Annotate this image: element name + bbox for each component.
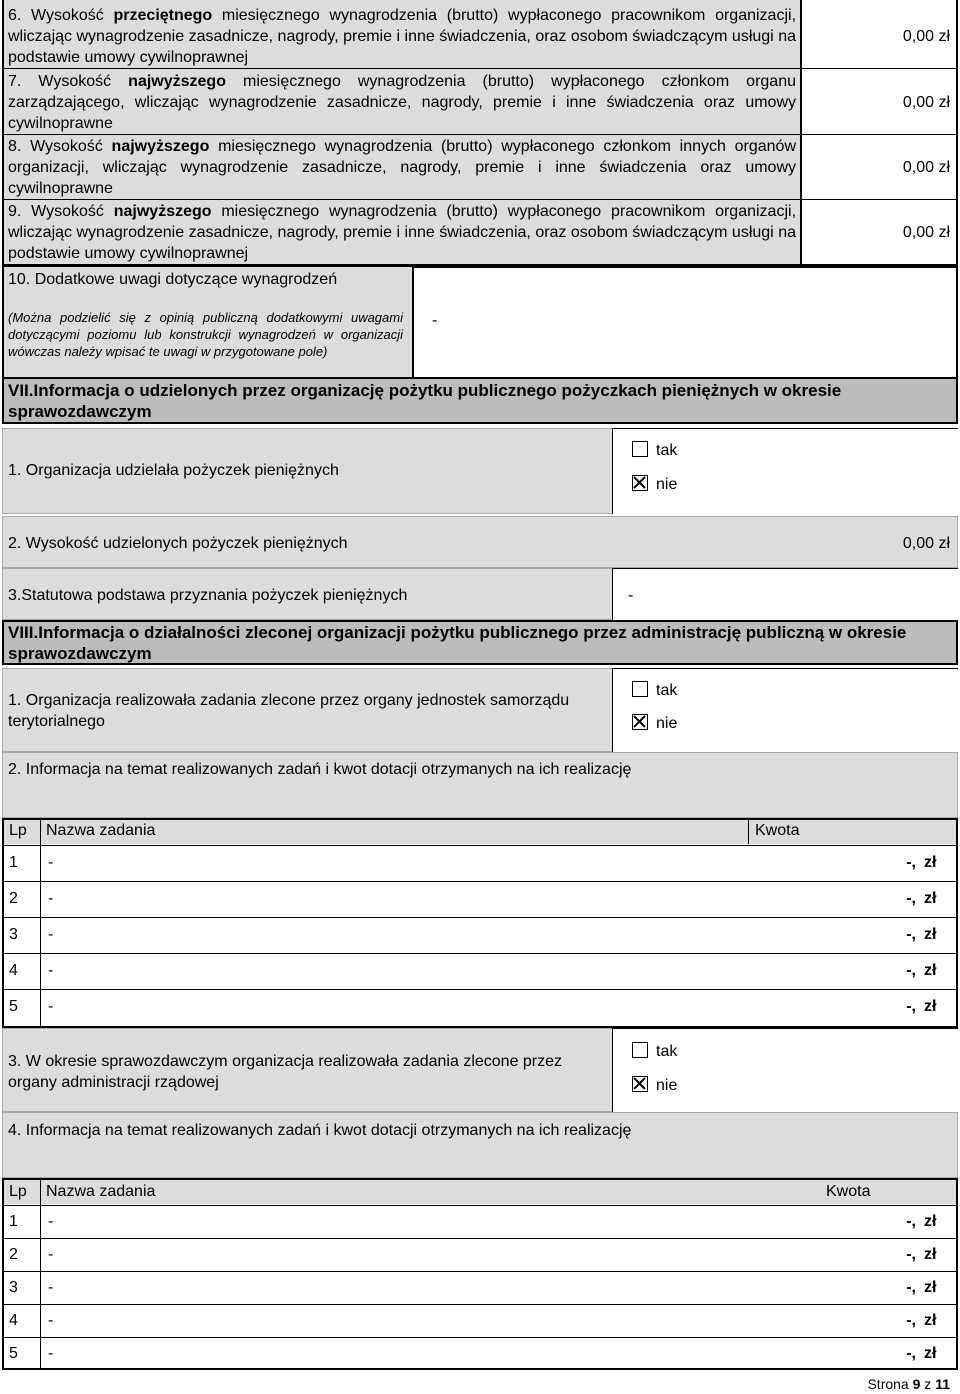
row-currency: zł (924, 962, 937, 979)
row-lp: 2 (9, 890, 18, 907)
table-row (4, 881, 956, 917)
vii-q3-value-field[interactable] (612, 568, 958, 620)
table-1-header-name: Nazwa zadania (46, 822, 156, 839)
row-task-name: - (48, 926, 54, 943)
vii-q1-yes[interactable]: tak (632, 440, 677, 461)
row-currency: zł (924, 998, 937, 1015)
vii-q3-label: 3.Statutowa podstawa przyznania pożyczek pieniężnych (8, 587, 408, 604)
viii-q1-label: 1. Organizacja realizowała zadania zlecone przez organy jednostek samorządu terytorialnego (8, 692, 570, 730)
table-row (4, 1205, 956, 1238)
table-1-header-lp: Lp (9, 822, 27, 839)
row-lp: 5 (9, 998, 18, 1015)
row-currency: zł (924, 926, 937, 943)
row-task-name: - (48, 1312, 54, 1329)
section-vii-title: VII.Informacja o udzielonych przez organizację pożytku publicznego pożyczkach pieniężnych w okresie sprawozdawczym (8, 381, 842, 421)
checkbox-unchecked-icon (632, 681, 648, 697)
vii-q1-label: 1. Organizacja udzielała pożyczek pieniężnych (8, 462, 339, 479)
row-amount: -, (906, 890, 916, 907)
row-lp: 1 (9, 854, 18, 871)
viii-q3-label: 3. W okresie sprawozdawczym organizacja realizowała zadania zlecone przez organy administracji rządowej (8, 1053, 563, 1091)
viii-q3-yes[interactable]: tak (632, 1041, 677, 1062)
item-10-value-field[interactable] (412, 266, 958, 377)
row-amount: -, (906, 1345, 916, 1362)
vi-item-9: 9. Wysokość najwyższego miesięcznego wynagrodzenia (brutto) wypłaconego pracownikom organizacji, wliczając wynagrodzenie zasadnicze, nagrody, premie i inne świadczenia, oraz osobom świadczącym usługi na podstawie umowy cywilnoprawnej (8, 203, 797, 262)
checkbox-checked-icon (632, 714, 648, 730)
item-10-label: 10. Dodatkowe uwagi dotyczące wynagrodzeń (8, 271, 338, 288)
row-task-name: - (48, 998, 54, 1015)
table-row (4, 1238, 956, 1271)
row-lp: 1 (9, 1213, 18, 1230)
viii-q2-label: 2. Informacja na temat realizowanych zadań i kwot dotacji otrzymanych na ich realizację (8, 761, 632, 778)
vi-item-6: 6. Wysokość przeciętnego miesięcznego wynagrodzenia (brutto) wypłaconego pracownikom organizacji, wliczając wynagrodzenie zasadnicze, nagrody, premie i inne świadczenia, oraz osobom świadczącym usługi na podstawie umowy cywilnoprawnej (8, 7, 797, 66)
row-amount: -, (906, 1279, 916, 1296)
vi-item-7-amount: 0,00 zł (902, 94, 950, 111)
table-2-header-lp: Lp (9, 1183, 27, 1200)
viii-q4-label: 4. Informacja na temat realizowanych zadań i kwot dotacji otrzymanych na ich realizację (8, 1122, 632, 1139)
table-row (4, 1304, 956, 1337)
row-currency: zł (924, 890, 937, 907)
table-row (4, 1337, 956, 1370)
row-amount: -, (906, 854, 916, 871)
row-lp: 4 (9, 1312, 18, 1329)
table-row (4, 989, 956, 1025)
row-currency: zł (924, 1279, 937, 1296)
row-task-name: - (48, 1213, 54, 1230)
row-task-name: - (48, 1345, 54, 1362)
row-amount: -, (906, 998, 916, 1015)
row-amount: -, (906, 1213, 916, 1230)
table-1-header-amount: Kwota (755, 822, 800, 839)
vi-item-9-amount: 0,00 zł (902, 224, 950, 241)
viii-q1-yes[interactable]: tak (632, 680, 677, 701)
row-currency: zł (924, 1345, 937, 1362)
row-amount: -, (906, 962, 916, 979)
row-task-name: - (48, 1246, 54, 1263)
row-currency: zł (924, 1312, 937, 1329)
viii-q1-no[interactable]: nie (632, 713, 677, 734)
table-2-header-amount: Kwota (826, 1183, 871, 1200)
row-amount: -, (906, 926, 916, 943)
row-task-name: - (48, 890, 54, 907)
row-task-name: - (48, 854, 54, 871)
vi-item-8-amount: 0,00 zł (902, 159, 950, 176)
checkbox-unchecked-icon (632, 1042, 648, 1058)
row-lp: 2 (9, 1246, 18, 1263)
vii-q1-no[interactable]: nie (632, 474, 677, 495)
row-lp: 4 (9, 962, 18, 979)
table-row (4, 845, 956, 881)
vii-q2-label: 2. Wysokość udzielonych pożyczek pieniężnych (8, 535, 348, 552)
checkbox-checked-icon (632, 1076, 648, 1092)
row-amount: -, (906, 1246, 916, 1263)
checkbox-checked-icon (632, 475, 648, 491)
row-currency: zł (924, 854, 937, 871)
section-viii-title: VIII.Informacja o działalności zleconej organizacji pożytku publicznego przez administrację publiczną w okresie sprawozdawczym (8, 623, 907, 663)
checkbox-unchecked-icon (632, 441, 648, 457)
row-currency: zł (924, 1213, 937, 1230)
row-task-name: - (48, 1279, 54, 1296)
table-2-header-name: Nazwa zadania (46, 1183, 156, 1200)
vi-item-6-amount: 0,00 zł (902, 28, 950, 45)
vii-q2-amount: 0,00 zł (902, 535, 950, 552)
row-currency: zł (924, 1246, 937, 1263)
table-row (4, 953, 956, 989)
row-lp: 5 (9, 1345, 18, 1362)
table-row (4, 1271, 956, 1304)
row-amount: -, (906, 1312, 916, 1329)
vii-q3-value: - (628, 587, 634, 604)
table-row (4, 917, 956, 953)
item-10-note: (Można podzielić się z opinią publiczną dodatkowymi uwagami dotyczącymi poziomu lub konstrukcji wynagrodzeń w organizacji wówczas należy wpisać te uwagi w przygotowane pole) (8, 310, 403, 359)
viii-q3-no[interactable]: nie (632, 1075, 677, 1096)
vi-item-8: 8. Wysokość najwyższego miesięcznego wynagrodzenia (brutto) wypłaconego członkom innych organów organizacji, wliczając wynagrodzenie zasadnicze, nagrody, premie i inne świadczenia oraz umowy cywilnoprawne (8, 138, 796, 197)
page-number: Strona 9 z 11 (867, 1376, 950, 1392)
row-lp: 3 (9, 1279, 18, 1296)
row-task-name: - (48, 962, 54, 979)
row-lp: 3 (9, 926, 18, 943)
item-10-value: - (432, 312, 438, 329)
vi-item-7: 7. Wysokość najwyższego miesięcznego wynagrodzenia (brutto) wypłaconego członkom organu zarządzającego, wliczając wynagrodzenie zasadnicze, nagrody, premie i inne świadczenia oraz umowy cywilnoprawne (8, 73, 796, 132)
